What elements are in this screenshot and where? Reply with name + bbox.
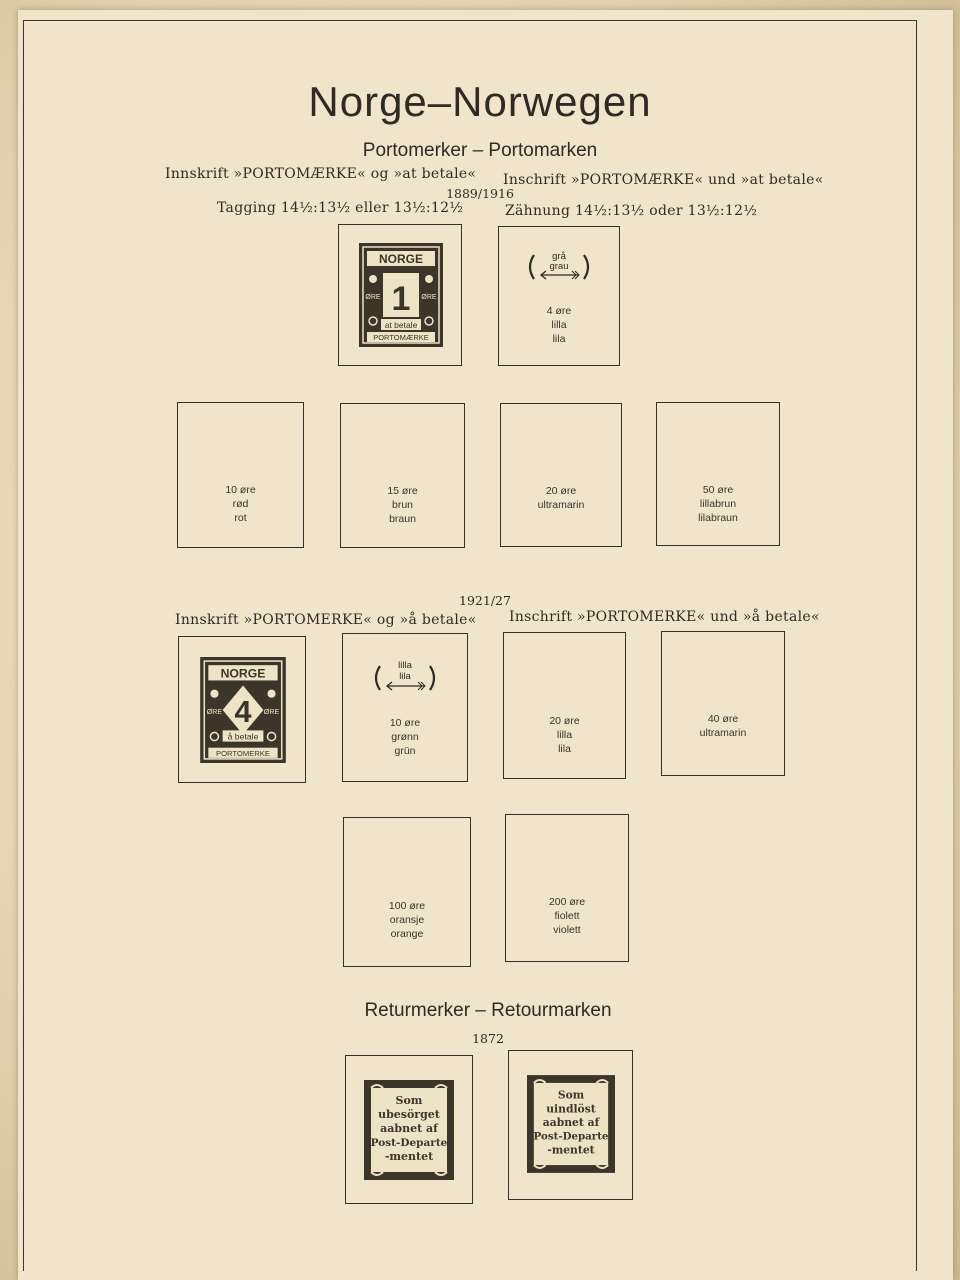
color-no: lillabrun bbox=[699, 498, 737, 510]
perforation-no: Tagging 14½:13½ eller 13½:12½ bbox=[217, 200, 464, 216]
shade-line-2: lila bbox=[399, 671, 411, 682]
stamp-box-100-ore[interactable] bbox=[343, 817, 471, 967]
shade-note bbox=[343, 658, 467, 703]
returmerke-line-2: uindlöst bbox=[546, 1102, 596, 1116]
year-1889-1916: 1889/1916 bbox=[446, 186, 514, 201]
color-de: grün bbox=[394, 745, 416, 757]
box-label bbox=[344, 899, 470, 941]
stamp-box-20-ore-1921[interactable] bbox=[503, 632, 626, 779]
color-de: rot bbox=[234, 512, 247, 524]
returmerke-line-5: -mentet bbox=[384, 1150, 434, 1163]
stamp-box-10-ore-1921[interactable] bbox=[342, 633, 468, 782]
box-label bbox=[499, 304, 619, 346]
stamp-box-15-ore[interactable] bbox=[340, 403, 465, 548]
stamp-box-returmerke-1[interactable] bbox=[345, 1055, 473, 1204]
portomaerke-1-ore-image bbox=[359, 243, 443, 347]
color-no: lilla bbox=[556, 729, 573, 741]
stamp-bottom-text: PORTOMERKE bbox=[216, 748, 270, 758]
section-title-returmerker: Returmerker – Retourmarken bbox=[364, 1000, 612, 1021]
stamp-country: NORGE bbox=[378, 252, 424, 266]
returmerke-line-3: aabnet af bbox=[380, 1122, 438, 1135]
box-label bbox=[341, 484, 464, 526]
returmerke-line-1: Som bbox=[395, 1094, 423, 1107]
box-label bbox=[504, 714, 625, 756]
stamp-value: 10 øre bbox=[225, 484, 256, 496]
stamp-ore-right: ØRE bbox=[263, 708, 280, 717]
stamp-box-returmerke-2[interactable] bbox=[508, 1050, 633, 1200]
returmerke-line-5: -mentet bbox=[547, 1143, 595, 1157]
color-no: brun bbox=[391, 499, 413, 511]
color-de: braun bbox=[389, 513, 416, 525]
color-no: lilla bbox=[551, 319, 567, 331]
stamp-value: 15 øre bbox=[387, 485, 418, 497]
returmerke-uindlost-image bbox=[527, 1075, 615, 1173]
stamp-value: 20 øre bbox=[545, 485, 577, 497]
color-de: orange bbox=[390, 928, 424, 940]
box-label bbox=[662, 712, 784, 740]
stamp-ore-right: ØRE bbox=[421, 294, 437, 301]
portomerke-4-ore-image bbox=[200, 657, 286, 763]
returmerke-line-3: aabnet af bbox=[542, 1115, 600, 1129]
stamp-label: at betale bbox=[384, 320, 418, 330]
returmerke-ubesorget-image bbox=[364, 1080, 454, 1180]
page-subtitle: Portomerker – Portomarken bbox=[362, 140, 598, 161]
stamp-bottom-text: PORTOMÆRKE bbox=[373, 333, 429, 342]
stamp-value: 20 øre bbox=[549, 715, 580, 727]
stamp-ore-left: ØRE bbox=[365, 294, 381, 301]
color-no: oransje bbox=[389, 914, 425, 926]
stamp-value: 1 bbox=[391, 280, 411, 318]
page-title: Norge–Norwegen bbox=[308, 78, 652, 125]
stamp-box-10-ore[interactable] bbox=[177, 402, 304, 548]
stamp-box-4-ore[interactable] bbox=[498, 226, 620, 366]
box-label bbox=[506, 895, 628, 937]
color-no: rød bbox=[232, 498, 249, 510]
caption-inscription-no-2: Innskrift »PORTOMERKE« og »å betale« bbox=[175, 612, 477, 628]
year-1872: 1872 bbox=[472, 1031, 504, 1046]
stamp-box-20-ore[interactable] bbox=[500, 403, 622, 547]
color-de: violett bbox=[553, 924, 581, 936]
stamp-box-1-ore[interactable] bbox=[338, 224, 462, 366]
stamp-value: 50 øre bbox=[702, 484, 734, 496]
stamp-ore-left: ØRE bbox=[206, 708, 223, 717]
color-no: fiolett bbox=[554, 910, 580, 922]
stamp-value: 10 øre bbox=[389, 717, 421, 729]
color-de: lila bbox=[558, 743, 571, 755]
shade-line-2: grau bbox=[549, 261, 569, 272]
box-label bbox=[343, 716, 467, 758]
stamp-value: 100 øre bbox=[388, 900, 426, 912]
color-de: lila bbox=[552, 333, 566, 345]
stamp-value: 40 øre bbox=[707, 713, 739, 725]
stamp-value: 4 bbox=[234, 695, 252, 730]
stamp-box-40-ore[interactable] bbox=[661, 631, 785, 776]
stamp-box-50-ore[interactable] bbox=[656, 402, 780, 546]
returmerke-line-2: ubesörget bbox=[378, 1108, 440, 1121]
stamp-box-200-ore[interactable] bbox=[505, 814, 629, 962]
color-no: grønn bbox=[391, 731, 419, 743]
year-1921-27: 1921/27 bbox=[459, 593, 511, 608]
box-label bbox=[501, 484, 621, 512]
shade-note bbox=[499, 249, 619, 294]
stamp-value: 200 øre bbox=[548, 896, 586, 908]
stamp-value: 4 øre bbox=[546, 305, 572, 317]
stamp-country: NORGE bbox=[220, 666, 266, 681]
box-label bbox=[178, 483, 303, 525]
caption-inscription-de: Inschrift »PORTOMÆRKE« und »at betale« bbox=[503, 172, 824, 188]
returmerke-line-4: Post-Departe bbox=[533, 1130, 609, 1143]
caption-inscription-de-2: Inschrift »PORTOMERKE« und »å betale« bbox=[509, 609, 820, 625]
shade-arrow-icon bbox=[524, 249, 594, 289]
returmerke-line-4: Post-Departe bbox=[370, 1137, 448, 1149]
shade-line-1: lilla bbox=[398, 660, 412, 671]
perforation-de: Zähnung 14½:13½ oder 13½:12½ bbox=[505, 203, 758, 219]
color-no: ultramarin bbox=[699, 727, 747, 739]
stamp-label: å betale bbox=[227, 731, 259, 742]
shade-line-1: grå bbox=[552, 251, 566, 262]
box-label bbox=[657, 483, 779, 525]
caption-inscription-no: Innskrift »PORTOMÆRKE« og »at betale« bbox=[165, 166, 477, 182]
stamp-box-4-ore-1921[interactable] bbox=[178, 636, 306, 783]
returmerke-line-1: Som bbox=[557, 1088, 585, 1102]
color-no: ultramarin bbox=[537, 499, 585, 511]
shade-arrow-icon bbox=[370, 658, 440, 698]
color-de: lilabraun bbox=[698, 512, 738, 524]
